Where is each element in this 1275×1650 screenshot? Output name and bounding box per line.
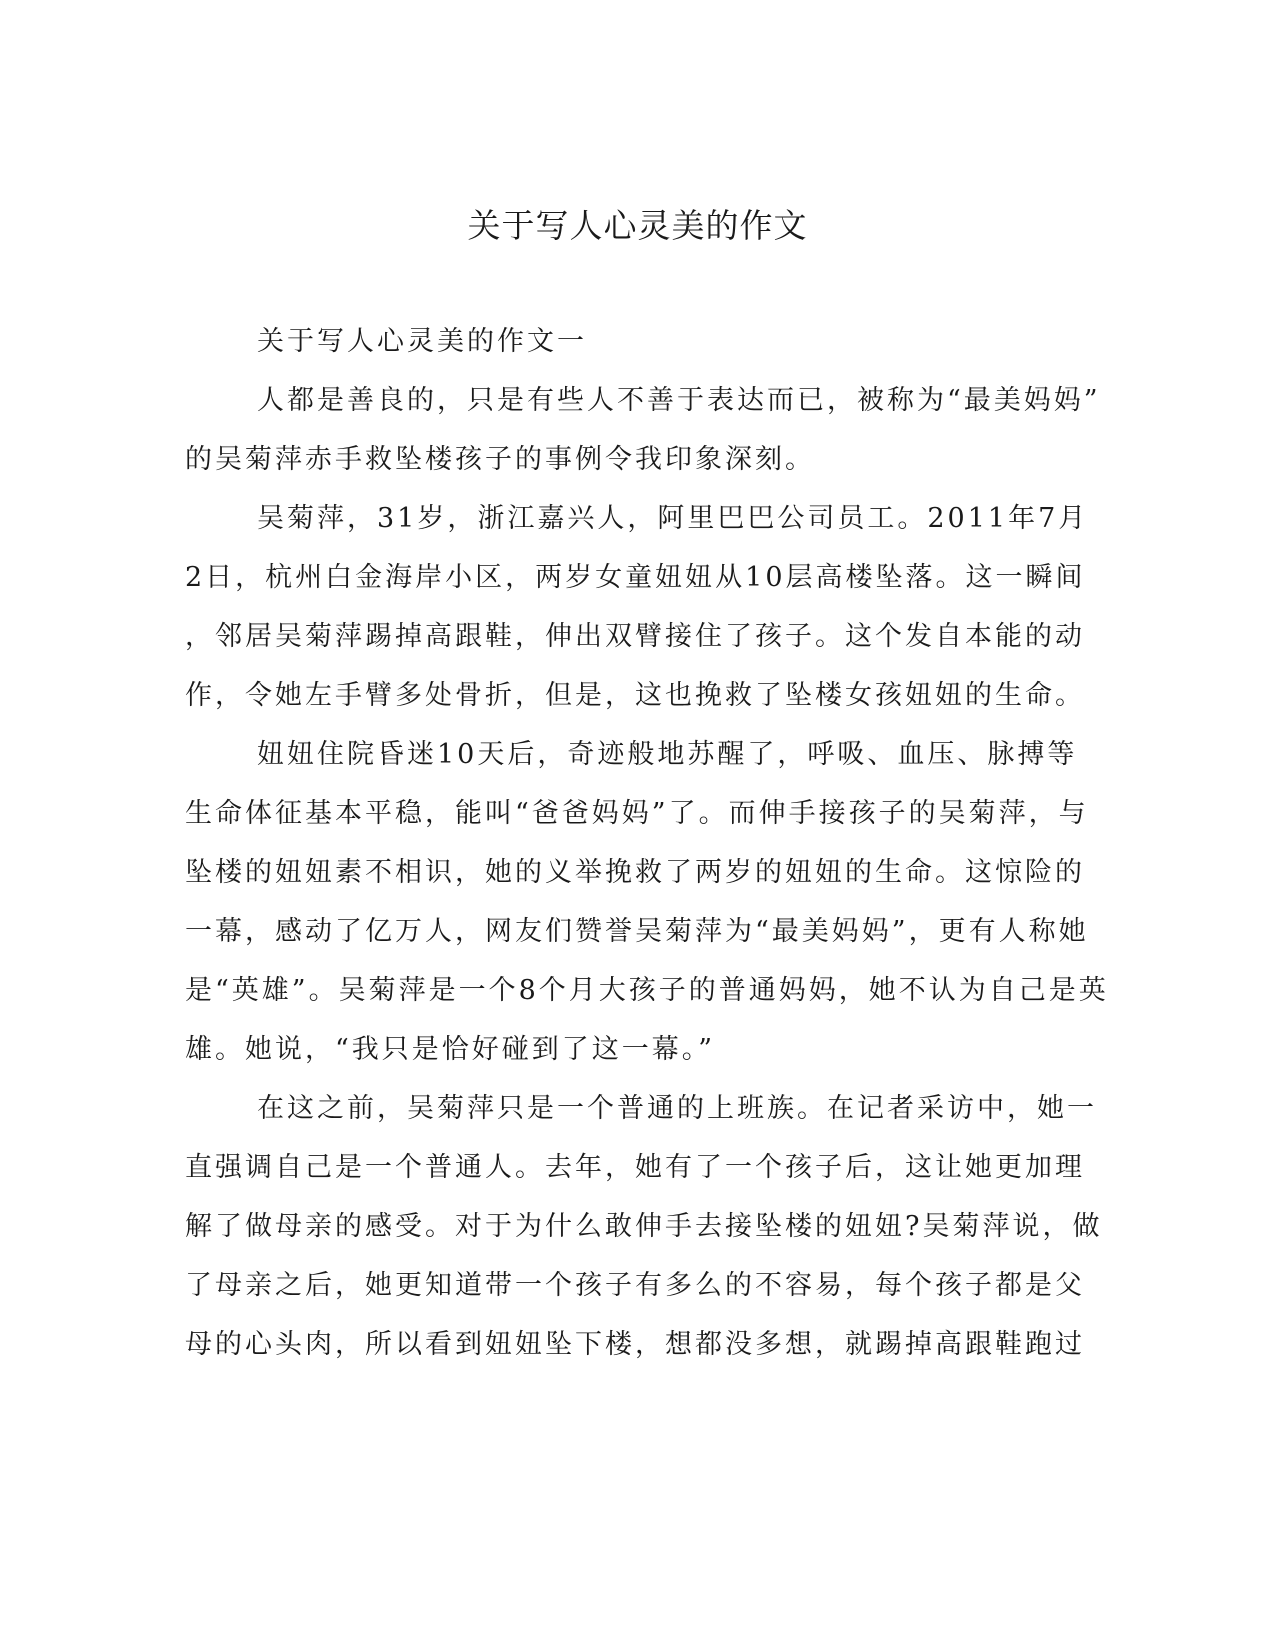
text-line: 坠楼的妞妞素不相识，她的义举挽救了两岁的妞妞的生命。这惊险的 [185,857,1085,888]
text-line: 作，令她左手臂多处骨折，但是，这也挽救了坠楼女孩妞妞的生命。 [185,680,1085,711]
text-line: 吴菊萍，31岁，浙江嘉兴人，阿里巴巴公司员工。2011年7月 [257,503,1089,534]
text-line: 人都是善良的，只是有些人不善于表达而已，被称为“最美妈妈” [257,385,1101,416]
document-body [185,312,1109,1374]
text-line: 了母亲之后，她更知道带一个孩子有多么的不容易，每个孩子都是父 [185,1270,1085,1301]
text-line: 关于写人心灵美的作文一 [257,326,587,357]
text-line: 妞妞住院昏迷10天后，奇迹般地苏醒了，呼吸、血压、脉搏等 [257,739,1078,770]
text-line: 2日，杭州白金海岸小区，两岁女童妞妞从10层高楼坠落。这一瞬间 [185,562,1086,593]
text-line: ，邻居吴菊萍踢掉高跟鞋，伸出双臂接住了孩子。这个发自本能的动 [185,621,1085,652]
text-line: 直强调自己是一个普通人。去年，她有了一个孩子后，这让她更加理 [185,1152,1085,1183]
text-line: 生命体征基本平稳，能叫“爸爸妈妈”了。而伸手接孩子的吴菊萍，与 [185,798,1089,829]
text-line: 的吴菊萍赤手救坠楼孩子的事例令我印象深刻。 [185,444,815,475]
text-line: 是“英雄”。吴菊萍是一个8个月大孩子的普通妈妈，她不认为自己是英 [185,975,1109,1006]
text-line: 雄。她说，“我只是恰好碰到了这一幕。” [185,1034,716,1065]
text-line: 解了做母亲的感受。对于为什么敢伸手去接坠楼的妞妞?吴菊萍说，做 [185,1211,1103,1242]
text-line: 母的心头肉，所以看到妞妞坠下楼，想都没多想，就踢掉高跟鞋跑过 [185,1329,1085,1360]
document-title: 关于写人心灵美的作文 [467,206,808,245]
text-line: 在这之前，吴菊萍只是一个普通的上班族。在记者采访中，她一 [257,1093,1097,1124]
text-line: 一幕，感动了亿万人，网友们赞誉吴菊萍为“最美妈妈”，更有人称她 [185,916,1089,947]
